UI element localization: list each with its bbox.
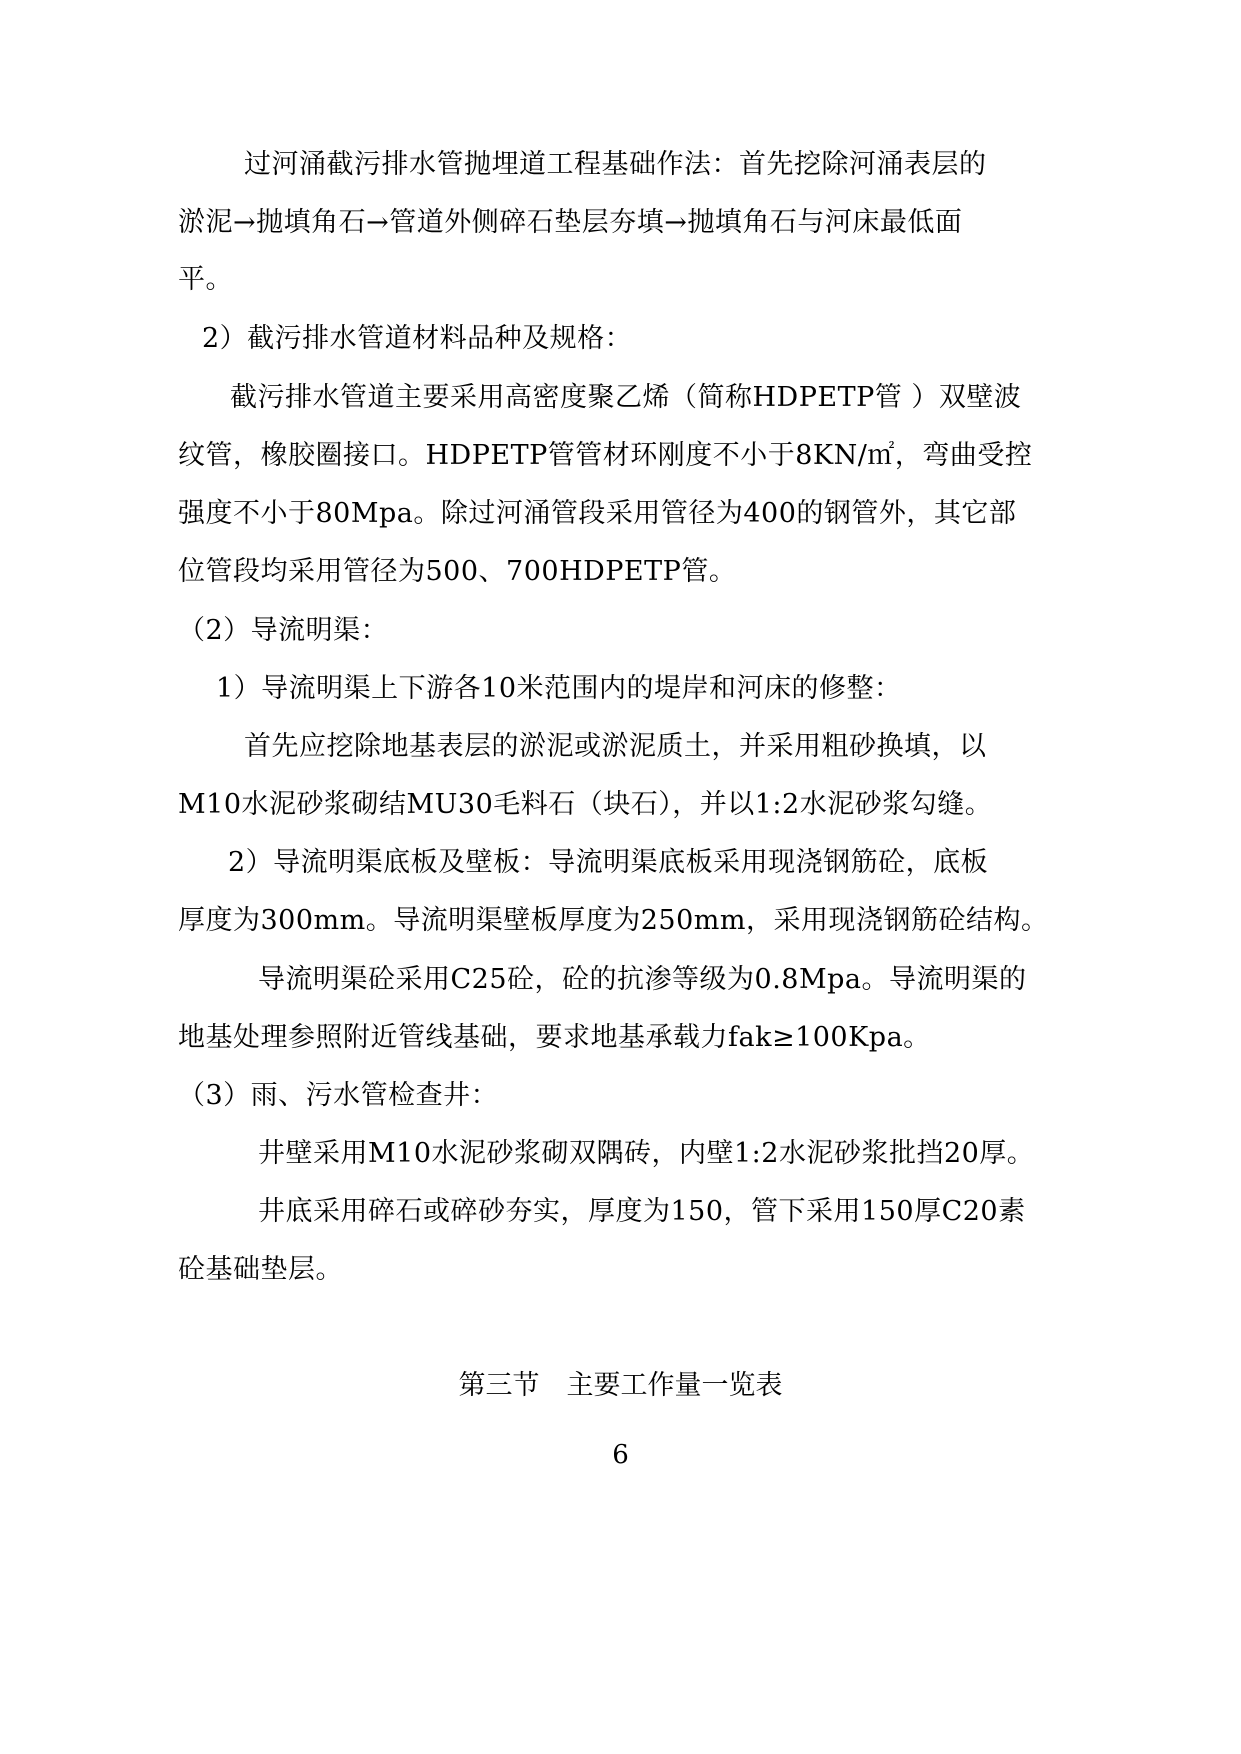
paragraph-line-4: 2）截污排水管道材料品种及规格： [202, 323, 633, 354]
paragraph-line-7: 强度不小于80Mpa。除过河涌管段采用管径为400的钢管外，其它部 [178, 498, 1017, 529]
paragraph-line-5: 截污排水管道主要采用高密度聚乙烯（简称HDPETP管 ）双壁波 [230, 382, 1022, 413]
section-heading: 第三节 主要工作量一览表 [458, 1370, 783, 1401]
paragraph-line-13: 2）导流明渠底板及壁板：导流明渠底板采用现浇钢筋砼，底板 [228, 847, 989, 878]
paragraph-line-11: 首先应挖除地基表层的淤泥或淤泥质土，并采用粗砂换填，以 [244, 731, 987, 762]
paragraph-line-14: 厚度为300mm。导流明渠壁板厚度为250mm，采用现浇钢筋砼结构。 [178, 905, 1049, 936]
paragraph-line-15: 导流明渠砼采用C25砼，砼的抗渗等级为0.8Mpa。导流明渠的 [258, 964, 1027, 995]
paragraph-line-12: M10水泥砂浆砌结MU30毛料石（块石），并以1:2水泥砂浆勾缝。 [178, 789, 993, 820]
paragraph-line-2: 淤泥→抛填角石→管道外侧碎石垫层夯填→抛填角石与河床最低面 [178, 207, 963, 238]
paragraph-line-20: 砼基础垫层。 [178, 1254, 343, 1285]
paragraph-line-9: （2）导流明渠： [178, 615, 389, 646]
paragraph-line-19: 井底采用碎石或碎砂夯实，厚度为150，管下采用150厚C20素 [258, 1196, 1026, 1227]
page-number: 6 [612, 1440, 629, 1470]
paragraph-line-8: 位管段均采用管径为500、700HDPETP管。 [178, 556, 737, 587]
paragraph-line-3: 平。 [178, 264, 233, 295]
paragraph-line-6: 纹管，橡胶圈接口。HDPETP管管材环刚度不小于8KN/㎡，弯曲受控 [178, 440, 1033, 471]
paragraph-line-16: 地基处理参照附近管线基础，要求地基承载力fak≥100Kpa。 [178, 1022, 931, 1053]
paragraph-line-18: 井壁采用M10水泥砂浆砌双隅砖，内壁1:2水泥砂浆批挡20厚。 [258, 1138, 1035, 1169]
paragraph-line-10: 1）导流明渠上下游各10米范围内的堤岸和河床的修整： [216, 673, 902, 704]
paragraph-line-17: （3）雨、污水管检查井： [178, 1080, 499, 1111]
paragraph-line-1: 过河涌截污排水管抛埋道工程基础作法：首先挖除河涌表层的 [244, 149, 987, 180]
